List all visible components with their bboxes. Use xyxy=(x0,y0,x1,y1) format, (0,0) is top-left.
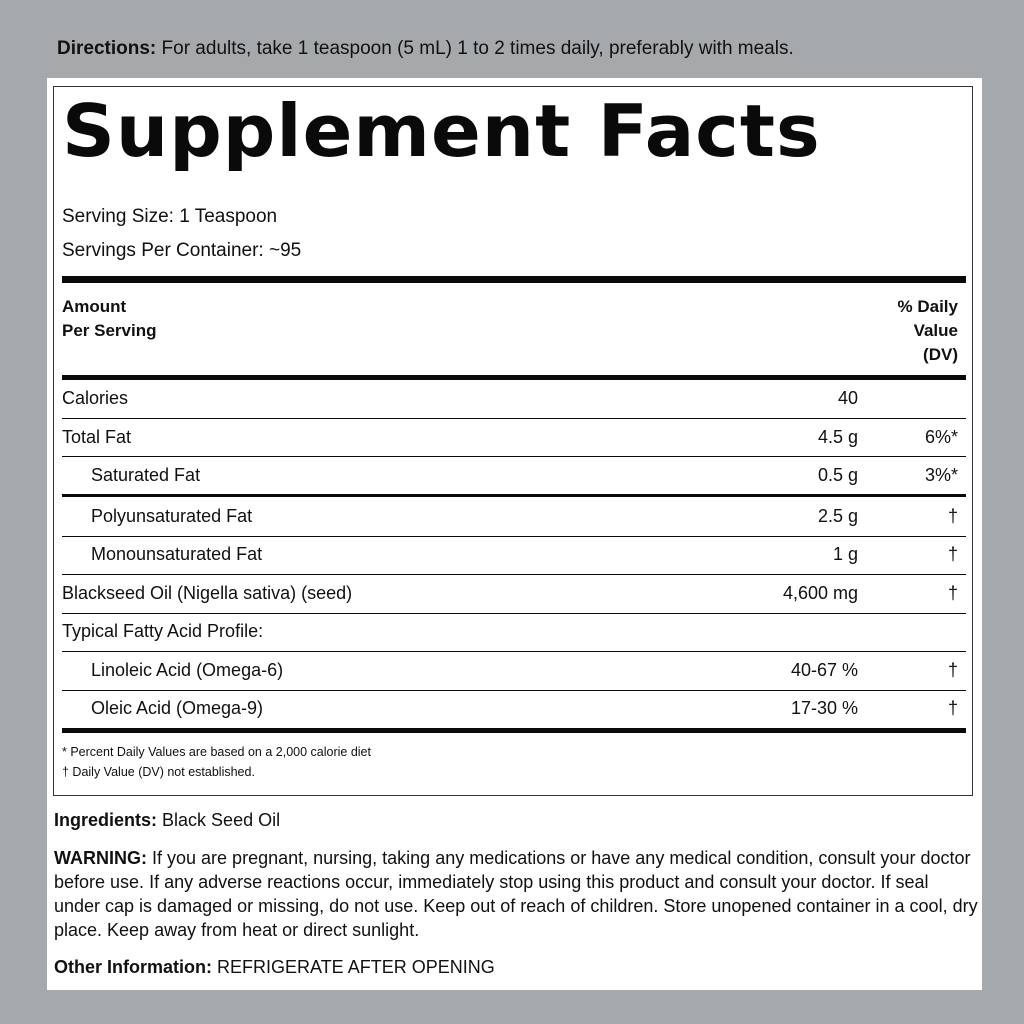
directions xyxy=(57,38,794,60)
other-information-text: REFRIGERATE AFTER OPENING xyxy=(217,957,495,977)
amount-header-line1: Amount xyxy=(62,297,127,316)
facts-row xyxy=(62,612,966,650)
facts-row xyxy=(62,689,966,727)
row-amount: 4.5 g xyxy=(817,427,858,447)
ingredients xyxy=(54,808,979,832)
dv-header-line2: Value xyxy=(913,321,958,340)
footnote-dv-basis: * Percent Daily Values are based on a 2,000 calorie diet xyxy=(62,745,371,759)
servings-per-container: Servings Per Container: ~95 xyxy=(62,240,302,261)
row-amount: 4,600 mg xyxy=(782,583,858,603)
row-amount: 1 g xyxy=(832,544,858,564)
warning xyxy=(54,846,979,942)
thick-divider-top xyxy=(62,276,966,283)
row-name: Saturated Fat xyxy=(91,465,201,485)
row-amount: 17-30 % xyxy=(790,698,858,718)
row-dv: † xyxy=(947,698,958,718)
dv-header-line3: (DV) xyxy=(923,345,958,364)
serving-size: Serving Size: 1 Teaspoon xyxy=(62,206,278,227)
row-name: Polyunsaturated Fat xyxy=(91,506,253,526)
row-name: Calories xyxy=(62,388,129,408)
facts-row xyxy=(62,651,966,689)
row-name: Blackseed Oil (Nigella sativa) (seed) xyxy=(62,583,353,603)
other-information-label: Other Information: xyxy=(54,957,212,977)
row-dv: † xyxy=(947,660,958,680)
dv-header xyxy=(898,295,958,367)
ingredients-text: Black Seed Oil xyxy=(162,810,281,830)
row-name: Linoleic Acid (Omega-6) xyxy=(91,660,284,680)
row-amount: 0.5 g xyxy=(817,465,858,485)
directions-text: For adults, take 1 teaspoon (5 mL) 1 to 2 times daily, preferably with meals. xyxy=(161,38,794,59)
facts-row xyxy=(62,574,966,612)
facts-row xyxy=(62,497,966,535)
warning-label: WARNING: xyxy=(54,848,147,868)
dv-header-line1: % Daily xyxy=(897,297,958,316)
footnote-dv-not-established: † Daily Value (DV) not established. xyxy=(62,765,255,779)
facts-row xyxy=(62,535,966,573)
row-dv: 3%* xyxy=(924,465,958,485)
row-dv: 6%* xyxy=(924,427,958,447)
row-name: Total Fat xyxy=(62,427,132,447)
row-name: Monounsaturated Fat xyxy=(91,544,263,564)
directions-label: Directions: xyxy=(57,38,157,59)
thick-divider-bottom xyxy=(62,728,966,733)
facts-row xyxy=(62,379,966,417)
facts-title: Supplement Facts xyxy=(62,89,821,173)
facts-row xyxy=(62,418,966,456)
supplement-facts-panel xyxy=(53,86,973,796)
row-dv: † xyxy=(947,506,958,526)
facts-row xyxy=(62,456,966,494)
row-dv: † xyxy=(947,583,958,603)
row-name: Typical Fatty Acid Profile: xyxy=(62,621,264,641)
row-dv: † xyxy=(947,544,958,564)
row-amount: 40 xyxy=(837,388,858,408)
other-information xyxy=(54,955,979,979)
ingredients-label: Ingredients: xyxy=(54,810,158,830)
amount-header xyxy=(62,295,157,343)
row-amount: 40-67 % xyxy=(790,660,858,680)
amount-header-line2: Per Serving xyxy=(62,321,157,340)
row-amount: 2.5 g xyxy=(817,506,858,526)
warning-text: If you are pregnant, nursing, taking any medications or have any medical condition, consult your doctor before use. If any adverse reactions occur, immediately stop using this product and consult your doctor. If seal under cap is damaged or missing, do not use. Keep out of reach of children. Store unopened container in a cool, dry place. Keep away from heat or direct sunlight. xyxy=(54,848,978,940)
row-name: Oleic Acid (Omega-9) xyxy=(91,698,264,718)
